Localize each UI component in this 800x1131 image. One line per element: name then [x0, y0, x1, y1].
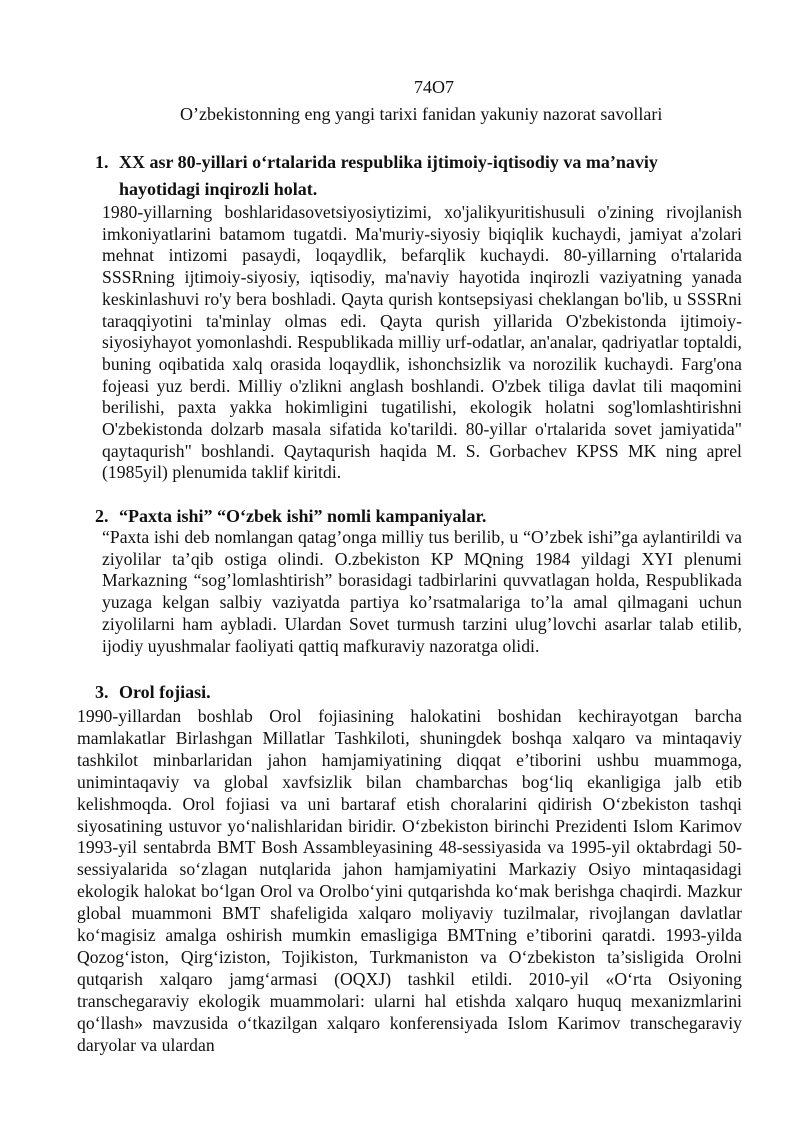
section-1-heading [95, 149, 715, 203]
document-code: 74O7 [414, 77, 454, 97]
section-2-heading [95, 503, 735, 530]
section-3-title: Orol fojiasi. [119, 682, 211, 702]
section-2-body: “Paxta ishi deb nomlangan qatag’onga milliy tus berilib, u “O’zbek ishi”ga aylantirildi va ziyolilar ta’qib ostiga olindi. O.zbekiston KP MQning 1984 yildagi XYI plenumi Markazning “sog’lomlashtirish” borasidagi tadbirlarini quvvatlagan holda, Respublikada yuzaga kelgan salbiy vaziyatda partiya ko’rsatmalariga to’la amal qilmagani uchun ziyolilarni ham aybladi. Ulardan Sovet turmush tarzini ulug’lovchi asarlar talab etilib, ijodiy uyushmalar faoliyati qattiq mafkuraviy nazoratga olidi. [102, 527, 742, 656]
section-1-title: XX asr 80-yillari oʻrtalarida respublika ijtimoiy-iqtisodiy va ma’naviy hayotidagi inqirozli holat. [119, 152, 658, 199]
section-1-number: 1. [95, 152, 109, 172]
section-3-heading [95, 679, 735, 706]
document-subtitle: O’zbekistonning eng yangi tarixi fanidan yakuniy nazorat savollari [180, 104, 663, 124]
section-2-number: 2. [95, 506, 109, 526]
section-3-body: 1990-yillardan boshlab Orol fojiasining halokatini boshidan kechirayotgan barcha mamlakatlar Birlashgan Millatlar Tashkiloti, shuningdek boshqa xalqaro va mintaqaviy tashkilot minbarlaridan jahon hamjamiyatining diqqat e’tiborini ushbu muammoga, unimintaqaviy va global xavfsizlik bilan chambarchas bogʻliq ekanligiga jalb etib kelishmoqda. Orol fojiasi va uni bartaraf etish choralarini qidirish Oʻzbekiston tashqi siyosatining ustuvor yoʻnalishlaridan biridir. Oʻzbekiston birinchi Prezidenti Islom Karimov 1993-yil sentabrda BMT Bosh Assambleyasining 48-sessiyasida va 1995-yil oktabrdagi 50-sessiyalarida soʻzlagan nutqlarida jahon hamjamiyatini Markaziy Osiyo mintaqasidagi ekologik halokat boʻlgan Orol va Orolboʻyini qutqarishda koʻmak berishga chaqirdi. Mazkur global muammoni BMT shafeligida xalqaro moliyaviy tuzilmalar, rivojlangan davlatlar koʻmagisiz amalga oshirish mumkin emasligiga BMTning e’tiborini qaratdi. 1993-yilda Qozogʻiston, Qirgʻiziston, Tojikiston, Turkmaniston va Oʻzbekiston ta’sisligida Orolni qutqarish xalqaro jamgʻarmasi (OQXJ) tashkil etildi. 2010-yil «Oʻrta Osiyoning transchegaraviy ekologik muammolari: ularni hal etishda xalqaro huquq mexanizmlarini qoʻllash» mavzusida oʻtkazilgan xalqaro konferensiyada Islom Karimov transchegaraviy daryolar va ulardan [77, 706, 742, 1055]
section-1-body: 1980-yillarning boshlaridasovetsiyosiytizimi, xo'jalikyuritishusuli o'zining rivojlanish imkoniyatlarini batamom tugatdi. Ma'muriy-siyosiy biqiqlik kuchaydi, jamiyat a'zolari mehnat intizomi pasaydi, loqaydlik, befarqlik kuchaydi. 80-yillarning o'rtalarida SSSRning ijtimoiy-siyosiy, iqtisodiy, ma'naviy hayotida inqirozli vaziyatning yanada keskinlashuvi ro'y bera boshladi. Qayta qurish kontsepsiyasi cheklangan bo'lib, u SSSRni taraqqiyotini ta'minlay olmas edi. Qayta qurish yillarida O'zbekistonda ijtimoiy-siyosiyhayot yomonlashdi. Respublikada milliy urf-odatlar, an'analar, qadriyatlar toptaldi, buning oqibatida xalq orasida loqaydlik, ishonchsizlik va norozilik kuchaydi. Farg'ona fojeasi yuz berdi. Milliy o'zlikni anglash boshlandi. O'zbek tiliga davlat tili maqomini berilishi, paxta yakka hokimligini tugatilishi, ekologik holatni sog'lomlashtirishni O'zbekistonda dolzarb masala sifatida ko'tarildi. 80-yillar o'rtalarida sovet jamiyatida" qaytaqurish" boshlandi. Qaytaqurish haqida M. S. Gorbachev KPSS MK ning aprel (1985yil) plenumida taklif kiritdi. [102, 202, 742, 483]
section-2-title: “Paxta ishi” “Oʻzbek ishi” nomli kampaniyalar. [119, 506, 487, 526]
section-3-number: 3. [95, 682, 109, 702]
